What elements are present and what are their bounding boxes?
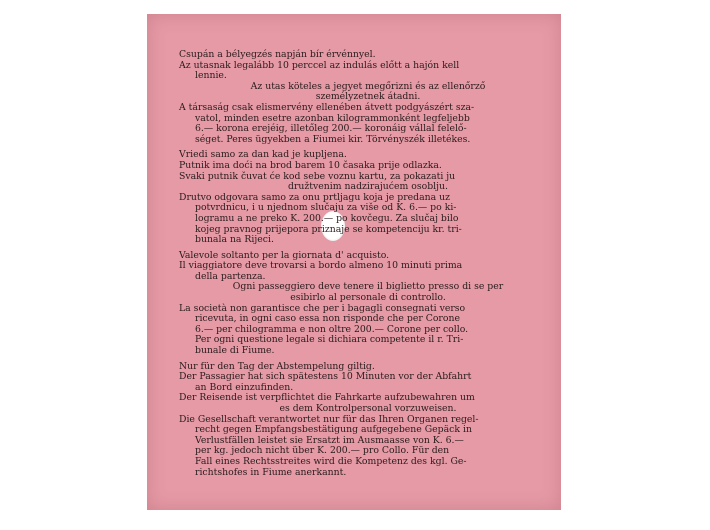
- hu-line-4: Az utas köteles a jegyet megőrizni és az ellenőrző: [250, 80, 486, 92]
- it-line-6: La società non garantisce che per i bagagli consegnati verso: [179, 302, 466, 314]
- hr-line-4: družtvenim nadzirajućem osoblju.: [288, 181, 448, 193]
- it-line-10: bunale di Fiume.: [195, 345, 275, 357]
- hu-line-7: vatol, minden esetre azonban kilogrammonként legfeljebb: [195, 112, 470, 124]
- hr-line-8: kojeg pravnog prijepora priznaje se kompetenciju kr. tri-: [195, 223, 462, 235]
- de-line-8: Verlustfällen leistet sie Ersatzt im Ausmaasse von K. 6.—: [195, 434, 464, 446]
- de-line-10: Fall eines Rechtsstreites wird die Kompetenz des kgl. Ge-: [195, 455, 467, 467]
- hr-line-1: Vriedi samo za dan kad je kupljena.: [179, 149, 347, 161]
- hr-line-9: bunala na Rijeci.: [195, 234, 274, 246]
- hu-line-6: A társaság csak elismervény ellenében átvett podgyászért sza-: [179, 101, 475, 113]
- de-line-1: Nur für den Tag der Abstempelung giltig.: [179, 360, 375, 372]
- ticket-conditions: [179, 50, 557, 478]
- hr-line-3: Svaki putnik čuvat će kod sebe voznu kartu, za pokazati ju: [179, 170, 456, 182]
- de-line-6: Die Gesellschaft verantwortet nur für das Ihren Organen regel-: [179, 413, 479, 425]
- it-line-8: 6.— per chilogramma e non oltre 200.— Corone per collo.: [195, 323, 469, 335]
- de-line-3: an Bord einzufinden.: [195, 381, 294, 393]
- hu-line-2: Az utasnak legalább 10 perccel az indulás előtt a hajón kell: [179, 59, 460, 71]
- german-section: [179, 362, 557, 479]
- it-line-9: Per ogni questione legale si dichiara competente il r. Tri-: [195, 334, 464, 346]
- de-line-9: per kg. jedoch nicht über K. 200.— pro Collo. Für den: [195, 445, 450, 457]
- it-line-5: esibirlo al personale di controllo.: [290, 292, 446, 304]
- hr-line-7: logramu a ne preko K. 200.— po kovčegu. Za slučaj bilo: [195, 212, 459, 224]
- it-line-3: della partenza.: [195, 270, 266, 282]
- de-line-11: richtshofes in Fiume anerkannt.: [195, 466, 347, 478]
- it-line-4: Ogni passeggiero deve tenere il biglietto presso di se per: [232, 281, 504, 293]
- de-line-2: Der Passagier hat sich spätestens 10 Minuten vor der Abfahrt: [179, 371, 472, 383]
- ferry-ticket-back: [147, 14, 561, 510]
- hu-line-5: személyzetnek átadni.: [315, 91, 421, 103]
- hr-line-6: potvrdnicu, i u njednom slučaju za više od K. 6.— po ki-: [195, 202, 457, 214]
- it-line-2: Il viaggiatore deve trovarsi a bordo almeno 10 minuti prima: [179, 260, 463, 272]
- croatian-section: [179, 150, 557, 245]
- hungarian-section: [179, 50, 557, 145]
- de-line-4: Der Reisende ist verpflichtet die Fahrkarte aufzubewahren um: [179, 392, 475, 404]
- hr-line-2: Putnik ima doći na brod barem 10 časaka prije odlazka.: [179, 159, 442, 171]
- italian-section: [179, 251, 557, 357]
- hu-line-1: Csupán a bélyegzés napján bír érvénnyel.: [179, 49, 376, 60]
- it-line-1: Valevole soltanto per la giornata d' acquisto.: [179, 249, 390, 261]
- hr-line-5: Drutvo odgovara samo za onu prtljagu koja je predana uz: [179, 191, 451, 203]
- de-line-7: recht gegen Empfangsbestätigung aufgegebene Gepäck in: [195, 424, 472, 436]
- hu-line-3: lennie.: [195, 70, 227, 82]
- it-line-7: ricevuta, in ogni caso essa non risponde che per Corone: [195, 313, 460, 325]
- hu-line-8: 6.— korona erejéig, illetőleg 200.— koronáig vállal felelő-: [195, 123, 467, 135]
- hu-line-9: séget. Peres ügyekben a Fiumei kir. Törvényszék illetékes.: [195, 133, 471, 145]
- de-line-5: es dem Kontrolpersonal vorzuweisen.: [279, 403, 457, 414]
